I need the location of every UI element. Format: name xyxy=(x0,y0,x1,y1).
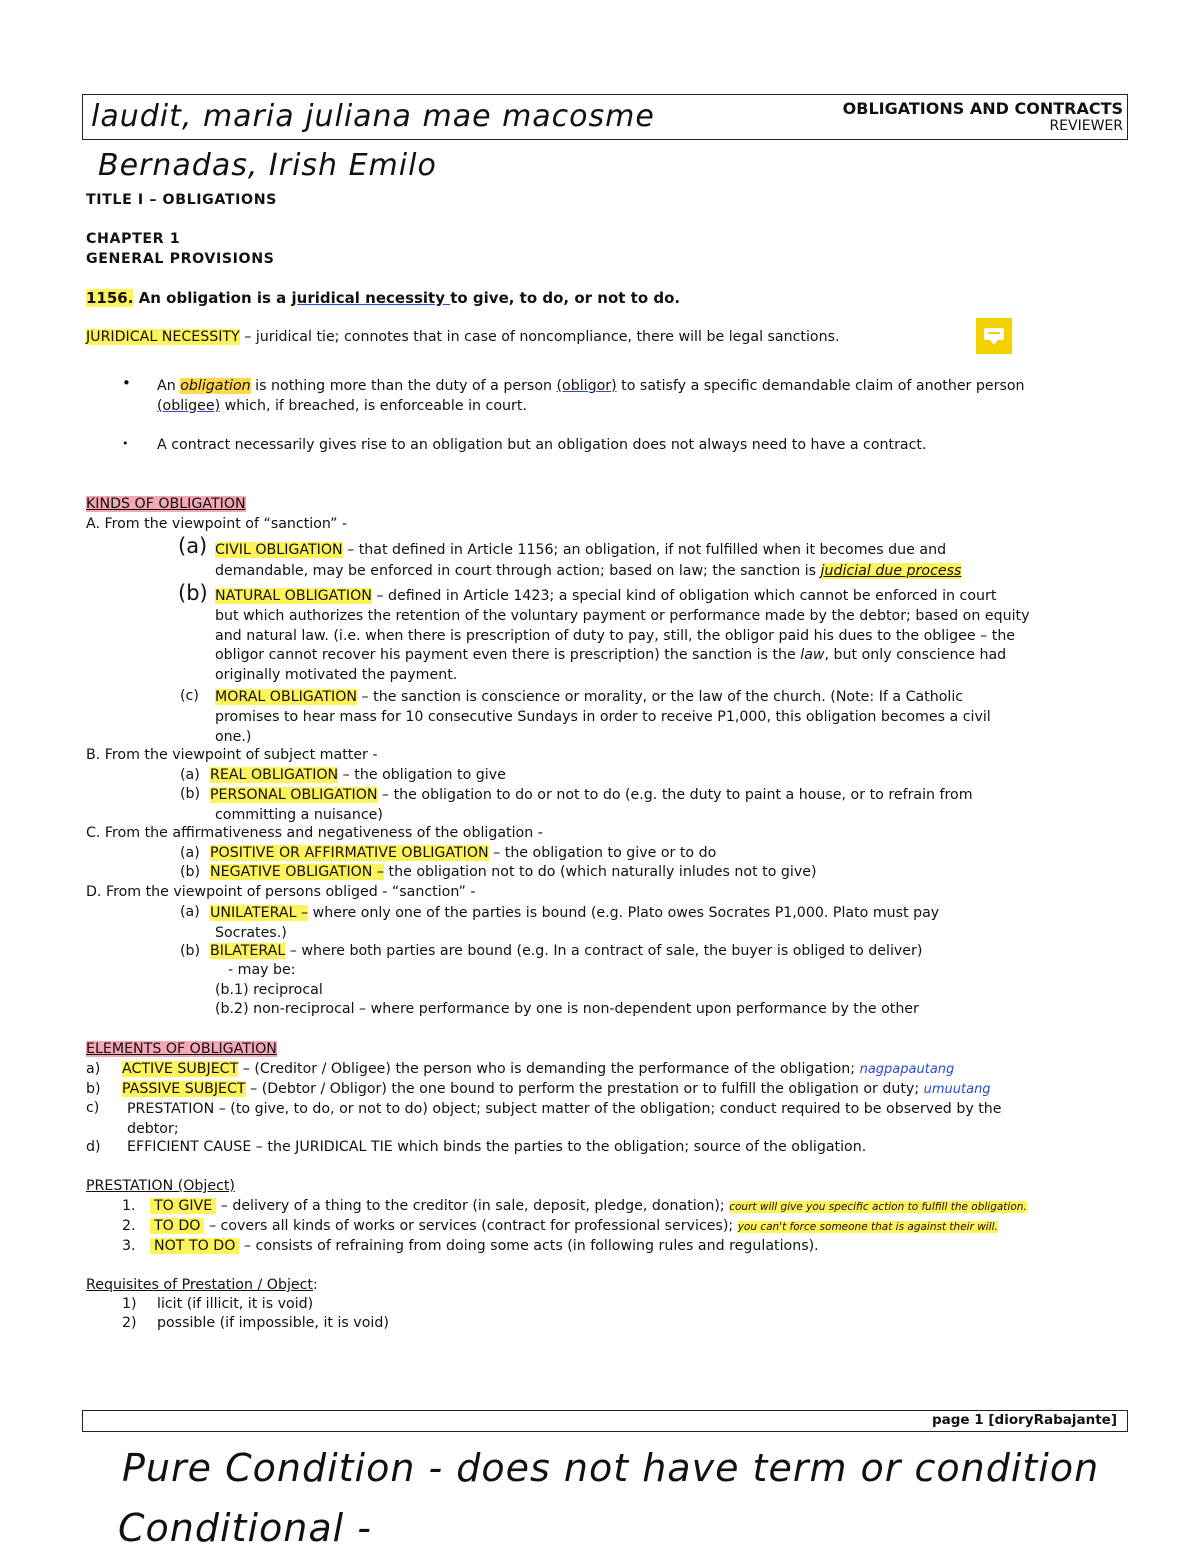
kinds-c2-marker: (b) xyxy=(180,864,201,880)
kinds-d1-marker: (a) xyxy=(180,904,200,920)
kinds-a3-marker: (c) xyxy=(180,688,199,704)
title-heading: TITLE I – OBLIGATIONS xyxy=(86,192,277,208)
handwritten-nagpapautang: nagpapautang xyxy=(859,1062,955,1077)
kinds-a1-marker: (a) xyxy=(178,534,208,558)
article-number: 1156. xyxy=(86,289,134,307)
article-1156: 1156. An obligation is a juridical necessity to give, to do, or not to do. xyxy=(86,289,681,307)
prestation-to-give: TO GIVE – delivery of a thing to the creditor (in sale, deposit, pledge, donation); court will give you specific action to fulfill the obligation. xyxy=(150,1198,1027,1214)
passive-subject: PASSIVE SUBJECT – (Debtor / Obligor) the one bound to perform the prestation or to fulfill the obligation or duty; umuutang xyxy=(122,1081,991,1097)
header-box xyxy=(82,94,1128,140)
kinds-b2-marker: (b) xyxy=(180,786,201,802)
comment-note-icon[interactable] xyxy=(976,318,1012,354)
prestation-1-marker: 1. xyxy=(122,1198,136,1214)
natural-obligation: NATURAL OBLIGATION – defined in Article 1423; a special kind of obligation which cannot be enforced in court but which authorizes the retention of the voluntary payment or performance made by the debtor; based on equity and natural law. (i.e. when there is prescription of duty to pay, still, the obligor paid his dues to the obligee – the obligor cannot recover his payment even there is prescription) the sanction is the law, but only conscience had originally motivated the payment. xyxy=(215,588,1030,684)
personal-obligation: PERSONAL OBLIGATION – the obligation to do or not to do (e.g. the duty to paint a house, or to refrain from committing a nuisance) xyxy=(210,787,973,823)
kinds-heading: KINDS OF OBLIGATION xyxy=(86,496,246,512)
document-title-block xyxy=(843,99,1123,134)
unilateral-obligation: UNILATERAL – where only one of the parties is bound (e.g. Plato owes Socrates P1,000. Plato must pay Socrates.) xyxy=(210,905,940,941)
handwritten-name-2: Bernadas, Irish Emilo xyxy=(98,148,437,183)
requisites-heading: Requisites of Prestation / Object: xyxy=(86,1277,318,1293)
element-a-marker: a) xyxy=(86,1061,101,1077)
prestation-element: PRESTATION – (to give, to do, or not to do) object; subject matter of the obligation; conduct required to be observed by the debtor; xyxy=(127,1101,1002,1137)
element-b-marker: b) xyxy=(86,1081,101,1097)
requisite-2-marker: 2) xyxy=(122,1315,137,1331)
chapter-subheading: GENERAL PROVISIONS xyxy=(86,251,275,267)
prestation-3-marker: 3. xyxy=(122,1238,136,1254)
bullet-2: A contract necessarily gives rise to an obligation but an obligation does not always need to have a contract. xyxy=(157,437,927,453)
chapter-heading: CHAPTER 1 xyxy=(86,231,181,247)
handwritten-umuutang: umuutang xyxy=(923,1082,991,1097)
bilateral-may-be: - may be: xyxy=(228,962,296,978)
kinds-b-heading: B. From the viewpoint of subject matter - xyxy=(86,747,378,763)
prestation-heading: PRESTATION (Object) xyxy=(86,1178,235,1194)
juridical-necessity-term: juridical necessity xyxy=(291,289,451,307)
prestation-to-do: TO DO – covers all kinds of works or services (contract for professional services); you can't force someone that is against their will. xyxy=(150,1218,998,1234)
handwritten-note-2: Conditional - xyxy=(118,1506,372,1550)
kinds-c-heading: C. From the affirmativeness and negativeness of the obligation - xyxy=(86,825,543,841)
kinds-a-heading: A. From the viewpoint of “sanction” - xyxy=(86,516,348,532)
handwritten-note-1: Pure Condition - does not have term or condition xyxy=(122,1446,1100,1490)
elements-heading: ELEMENTS OF OBLIGATION xyxy=(86,1041,277,1057)
prestation-2-marker: 2. xyxy=(122,1218,136,1234)
juridical-necessity-definition: JURIDICAL NECESSITY – juridical tie; connotes that in case of noncompliance, there will be legal sanctions. xyxy=(86,329,840,345)
requisite-licit: licit (if illicit, it is void) xyxy=(157,1296,314,1312)
handwritten-name-1: laudit, maria juliana mae macosme xyxy=(91,99,655,134)
efficient-cause: EFFICIENT CAUSE – the JURIDICAL TIE which binds the parties to the obligation; source of the obligation. xyxy=(127,1139,867,1155)
kinds-c1-marker: (a) xyxy=(180,845,200,861)
bullet-1-marker: • xyxy=(122,374,131,392)
handwritten-to-do-note: you can't force someone that is against their will. xyxy=(737,1221,998,1233)
requisite-1-marker: 1) xyxy=(122,1296,137,1312)
bilateral-obligation: BILATERAL – where both parties are bound (e.g. In a contract of sale, the buyer is obliged to deliver) xyxy=(210,943,923,959)
bullet-1: An obligation is nothing more than the duty of a person (obligor) to satisfy a specific demandable claim of another person (obligee) which, if breached, is enforceable in court. xyxy=(157,378,1025,414)
document-title: OBLIGATIONS AND CONTRACTS xyxy=(842,99,1123,118)
kinds-a2-marker: (b) xyxy=(178,581,208,605)
kinds-d-heading: D. From the viewpoint of persons obliged - “sanction” - xyxy=(86,884,476,900)
footer-box xyxy=(82,1410,1128,1432)
document-subtitle: REVIEWER xyxy=(1049,118,1123,134)
civil-obligation: CIVIL OBLIGATION – that defined in Article 1156; an obligation, if not fulfilled when it becomes due and demandable, may be enforced in court through action; based on law; the sanction is judicial due process xyxy=(215,542,962,579)
page-number: page 1 [dioryRabajante] xyxy=(932,1412,1117,1428)
element-c-marker: c) xyxy=(86,1100,100,1116)
reciprocal: (b.1) reciprocal xyxy=(215,982,323,998)
bullet-2-marker: • xyxy=(122,437,129,450)
non-reciprocal: (b.2) non-reciprocal – where performance by one is non-dependent upon performance by the other xyxy=(215,1001,919,1017)
kinds-d2-marker: (b) xyxy=(180,943,201,959)
real-obligation: REAL OBLIGATION – the obligation to give xyxy=(210,767,506,783)
moral-obligation: MORAL OBLIGATION – the sanction is conscience or morality, or the law of the church. (Note: If a Catholic promises to hear mass for 10 consecutive Sundays in order to receive P1,000, this obligation becomes a civil one.) xyxy=(215,689,991,745)
negative-obligation: NEGATIVE OBLIGATION – the obligation not to do (which naturally inludes not to give) xyxy=(210,864,817,880)
kinds-b1-marker: (a) xyxy=(180,767,200,783)
prestation-not-to-do: NOT TO DO – consists of refraining from doing some acts (in following rules and regulations). xyxy=(150,1238,819,1254)
handwritten-to-give-note: court will give you specific action to fulfill the obligation. xyxy=(729,1201,1027,1213)
active-subject: ACTIVE SUBJECT – (Creditor / Obligee) the person who is demanding the performance of the obligation; nagpapautang xyxy=(122,1061,955,1077)
positive-obligation: POSITIVE OR AFFIRMATIVE OBLIGATION – the obligation to give or to do xyxy=(210,845,717,861)
element-d-marker: d) xyxy=(86,1139,101,1155)
requisite-possible: possible (if impossible, it is void) xyxy=(157,1315,389,1331)
